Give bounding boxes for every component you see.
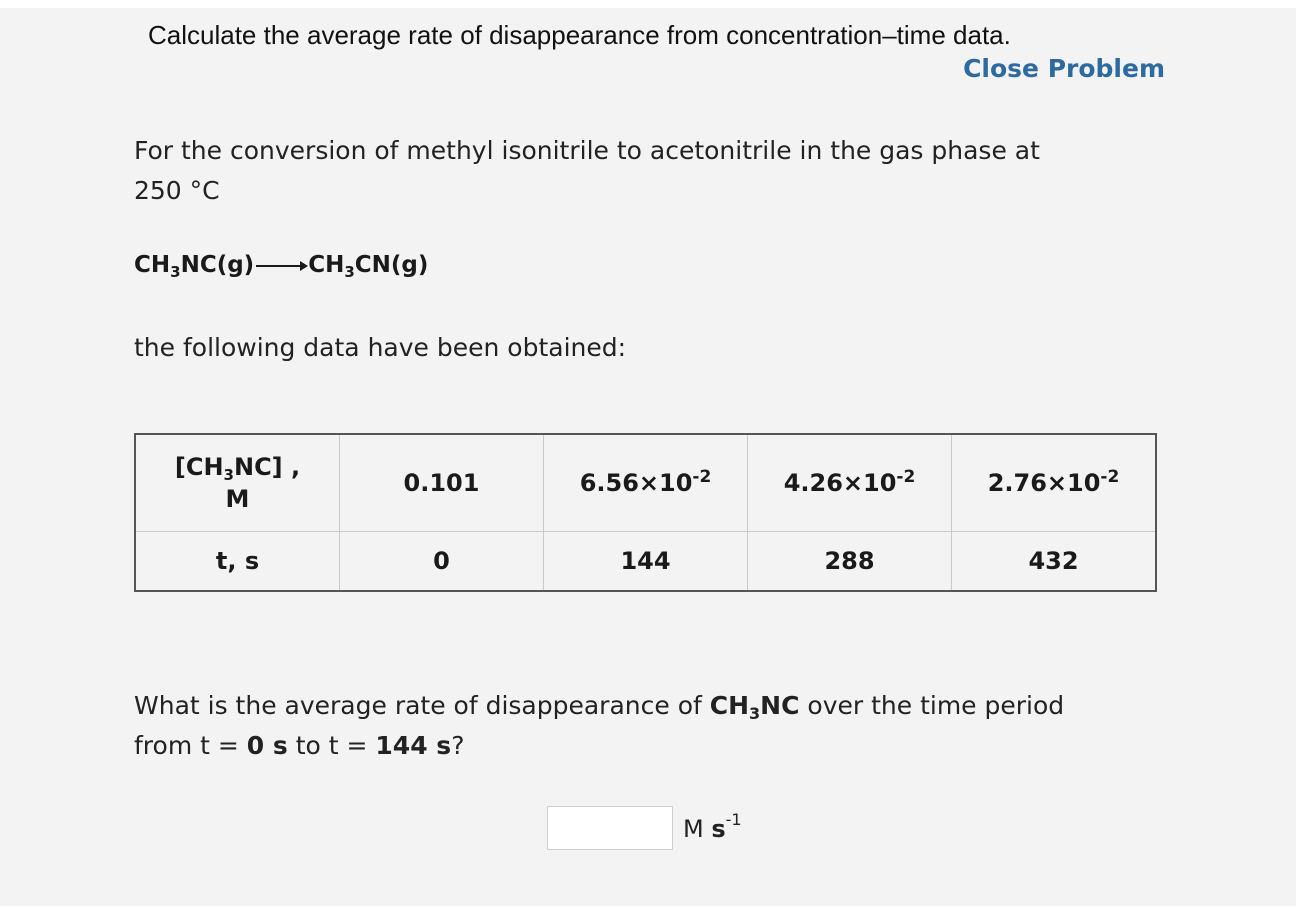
data-intro: the following data have been obtained: <box>134 333 627 362</box>
table-row-concentration <box>135 434 1156 532</box>
intro-line-2: 250 °C <box>134 176 220 205</box>
table-cell: $2.76\times 10^{-2}$ <box>952 434 1157 532</box>
table-cell: 144 <box>544 532 748 592</box>
answer-unit: M $s^{-1}$ <box>683 810 742 843</box>
question-text: What is the average rate of disappearance of $CH_3NC$ over the time period from t = 0 s to t = 144 s? <box>134 691 1065 760</box>
top-strip <box>0 0 1296 8</box>
problem-title: Calculate the average rate of disappearance from concentration–time data. <box>148 20 1011 50</box>
data-table <box>134 433 1157 592</box>
problem-intro <box>134 131 1174 211</box>
table-cell: $4.26\times 10^{-2}$ <box>748 434 952 532</box>
reaction-equation <box>134 252 429 281</box>
reactant: $CH_3NC(g)$ <box>134 252 255 281</box>
time-start: 0 s <box>246 731 288 760</box>
table-cell: 288 <box>748 532 952 592</box>
concentration-header: $[CH_3NC]$ , M <box>135 434 340 532</box>
table-cell: $6.56\times 10^{-2}$ <box>544 434 748 532</box>
product: $CH_3CN(g)$ <box>308 252 429 281</box>
question-species: $CH_3NC$ <box>709 691 800 723</box>
table-cell: 0.101 <box>340 434 544 532</box>
intro-line-1: For the conversion of methyl isonitrile to acetonitrile in the gas phase at <box>134 136 1040 165</box>
bottom-strip <box>0 906 1296 910</box>
time-end: 144 s <box>375 731 452 760</box>
table-cell: 0 <box>340 532 544 592</box>
answer-input[interactable] <box>547 806 673 850</box>
table-cell: 432 <box>1028 547 1079 575</box>
reaction-arrow-icon <box>256 265 306 267</box>
close-problem-link[interactable]: Close Problem <box>963 54 1165 83</box>
table-row-time <box>135 532 1156 592</box>
time-header: t, s <box>135 532 340 592</box>
